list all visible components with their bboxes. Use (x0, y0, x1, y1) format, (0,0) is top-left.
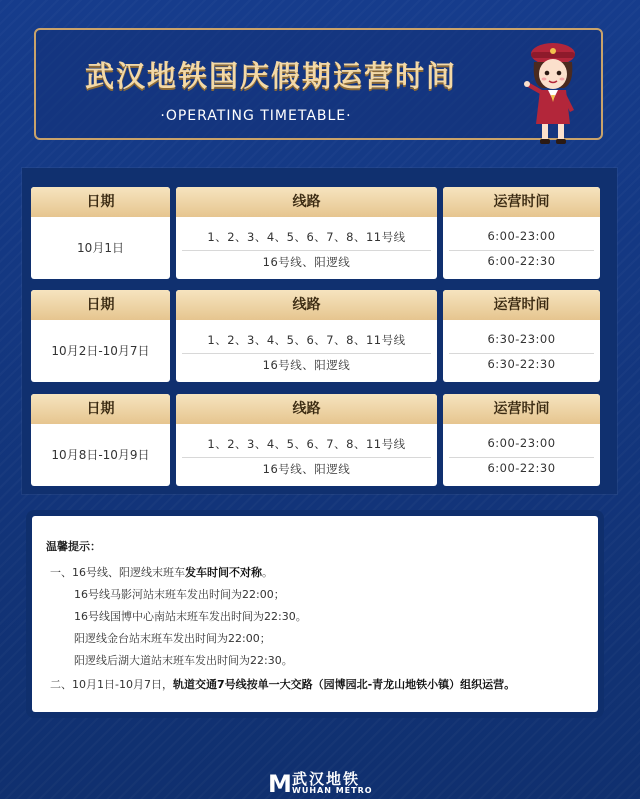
hours-value: 6:00-22:30 (487, 461, 556, 475)
hours-value: 6:30-22:30 (487, 357, 556, 371)
hours-header: 运营时间 (443, 290, 600, 320)
mascot-illustration (518, 40, 588, 146)
hours-cell (443, 187, 600, 279)
lines-header: 线路 (176, 187, 437, 217)
lines-value: 1、2、3、4、5、6、7、8、11号线 (207, 333, 406, 347)
date-cell (31, 187, 170, 279)
page-title: 武汉地铁国庆假期运营时间 (84, 59, 457, 93)
notice-item-2-text: 二、10月1日-10月7日， (50, 678, 173, 691)
row-divider (182, 457, 431, 458)
date-header: 日期 (31, 394, 170, 424)
notice-detail: 阳逻线金台站末班车发出时间为22:00； (74, 632, 271, 645)
date-cell (31, 290, 170, 382)
notice-detail: 16号线国博中心南站末班车发出时间为22:30。 (74, 610, 307, 623)
hours-cell (443, 290, 600, 382)
notice-item-1-emphasis: 发车时间不对称 (185, 566, 262, 579)
date-header: 日期 (31, 187, 170, 217)
hours-header: 运营时间 (443, 394, 600, 424)
wuhan-metro-logo (260, 766, 390, 798)
date-value: 10月8日-10月9日 (51, 448, 150, 462)
metro-logo-icon: M (268, 770, 292, 798)
notice-item-2-emphasis: 轨道交通7号线按单一大交路（园博园北-青龙山地铁小镇）组织运营。 (172, 678, 516, 691)
date-header: 日期 (31, 290, 170, 320)
lines-value: 1、2、3、4、5、6、7、8、11号线 (207, 437, 406, 451)
notice-box (32, 516, 598, 712)
row-divider (182, 353, 431, 354)
notice-item-1 (50, 564, 273, 580)
row-divider (449, 457, 594, 458)
hours-header: 运营时间 (443, 187, 600, 217)
lines-value: 16号线、阳逻线 (262, 255, 351, 269)
date-value: 10月1日 (77, 241, 124, 255)
row-divider (449, 250, 594, 251)
logo-name-en: WUHAN METRO (292, 786, 373, 795)
row-divider (449, 353, 594, 354)
hours-value: 6:00-23:00 (487, 436, 556, 450)
lines-cell (176, 394, 437, 486)
date-cell (31, 394, 170, 486)
notice-item-1-end: 。 (262, 566, 273, 579)
hours-value: 6:00-23:00 (487, 229, 556, 243)
lines-header: 线路 (176, 394, 437, 424)
lines-value: 1、2、3、4、5、6、7、8、11号线 (207, 230, 406, 244)
date-value: 10月2日-10月7日 (51, 344, 150, 358)
lines-header: 线路 (176, 290, 437, 320)
hours-value: 6:30-23:00 (487, 332, 556, 346)
lines-value: 16号线、阳逻线 (262, 462, 351, 476)
page-subtitle: ·OPERATING TIMETABLE· (160, 108, 352, 124)
lines-cell (176, 290, 437, 382)
lines-cell (176, 187, 437, 279)
notice-detail: 16号线马影河站末班车发出时间为22:00； (74, 588, 285, 601)
logo-name-cn: 武汉地铁 (292, 770, 361, 788)
lines-value: 16号线、阳逻线 (262, 358, 351, 372)
notice-item-1-text: 一、16号线、阳逻线末班车 (50, 566, 185, 579)
row-divider (182, 250, 431, 251)
notice-title: 温馨提示： (46, 540, 101, 553)
notice-item-2 (50, 676, 515, 692)
hours-value: 6:00-22:30 (487, 254, 556, 268)
notice-detail: 阳逻线后湖大道站末班车发出时间为22:30。 (74, 654, 293, 667)
hours-cell (443, 394, 600, 486)
